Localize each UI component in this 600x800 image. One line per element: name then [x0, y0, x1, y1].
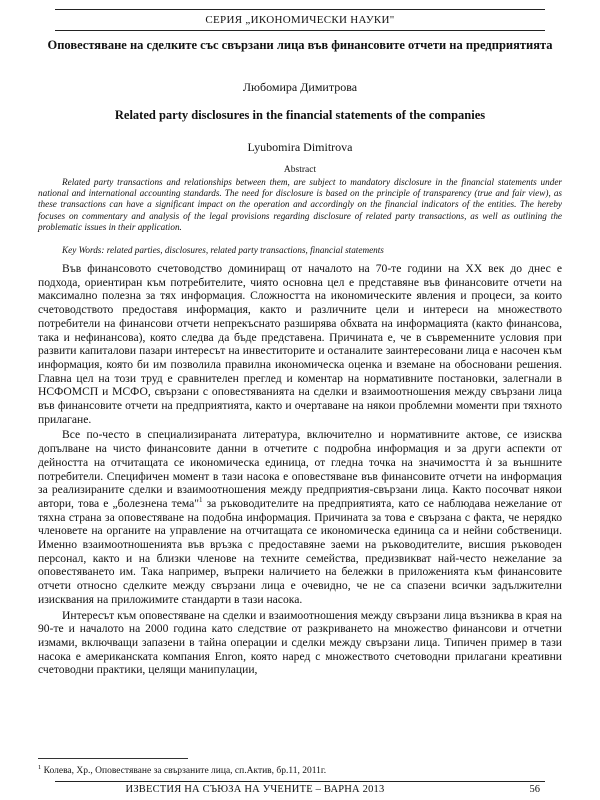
author-name-bulgarian: Любомира Димитрова — [242, 80, 358, 94]
footnote-reference[interactable]: 1 — [199, 496, 203, 505]
body-paragraph-3: Интересът към оповестяване на сделки и взаимоотношения между свързани лица възниква в края на 90-те и началото на 2000 година като следствие от разкриването на множество финансови и отчетни измами, включващи запазени в тайна операции и сделки между свързани лица. Типичен пример в тази насока е американската компания Enron, която наред с множеството счетоводни прилагани креативни счетоводни практики, целящи манипулации, — [38, 608, 562, 677]
author-name-english: Lyubomira Dimitrova — [247, 140, 353, 154]
body-paragraph-2-part-a: Все по-често в специализираната литература, включително и нормативните актове, се изисква допълване на чисто финансовите данни в отчетите с подробна информация и за други аспекти от дейността на отчитащата се икономическа единица, от гледна точка на значимостта ѝ за външните потребители. Специфичен момент в тази насока е оповестяване във финансовите отчети на информация за реализираните сделки и взаимоотношения между предприятия-свързани лица. Както посочват някои автори, това е „болезнена тема" — [38, 428, 562, 510]
footnote-number: 1 — [38, 764, 42, 771]
body-paragraph-2 — [38, 428, 562, 606]
footnote — [38, 762, 562, 777]
footnote-text: Колева, Хр., Оповестяване за свързаните лица, сп.Актив, бр.11, 2011г. — [41, 766, 327, 777]
page-number: 56 — [529, 784, 540, 795]
body-paragraph-2-part-b: за ръководителите на предприятията, като се наблюдава нежелание от тяхна страна за оповестяване на подобна информация. Причината за това е свързана с факта, че нерядко членовете на органите на управление на отчитащата се икономическа единица са и нейни собственици. Именно взаимоотношенията във връзка с предоставяне заеми на ръководителите, висшия ръководен персонал, както и на близки членове на техните семейства, предизвикват най-често нежелание за оповестяването им. Така например, въпреки наличието на бележки в приложенията към финансовите отчети относно сделките между свързани лица е очевидно, че не са спазени всички задължителни изисквания на приложимите стандарти в тази насока. — [38, 496, 562, 606]
footer-divider — [55, 781, 545, 782]
footnote-divider — [38, 758, 188, 759]
series-header: СЕРИЯ „ИКОНОМИЧЕСКИ НАУКИ" — [55, 9, 545, 31]
footer-journal-name: ИЗВЕСТИЯ НА СЪЮЗА НА УЧЕНИТЕ – ВАРНА 2013 — [125, 784, 385, 795]
abstract-text: Related party transactions and relationships between them, are subject to mandatory disclosure in the financial statements under national and international accounting standards. The need for disclosure is based on the principle of transparency (true and fair view), as these transactions can have a significant impact on the operation and accordingly on the financial indicators of the entities. The hereby focuses on commentary and analysis of the legal provisions regarding disclosure of related party transactions, as well as outlining the problematic issues in their application. — [38, 177, 562, 232]
article-title-english: Related party disclosures in the financial statements of the companies — [114, 108, 486, 122]
body-paragraph-1: Във финансовото счетоводство доминиращ от началото на 70-те години на ХХ век до днес е подхода, ориентиран към потребителите, чиято основна цел е представяне във финансовите отчети на максимално полезна за тях информация. Сложността на икономическите явления и процеси, за които счетоводството предоставя информация, както и различните цели и интереси на множеството потребители на финансови отчети непрекъснато разширява обхвата на информацията (както финансова, така и нефинансова), която следва да бъде представена. Причината е, че в съвременните условия при развити капиталови пазари интересът на инвеститорите и останалите заинтересовани лица е насочен към информация, която би им позволила правилна икономическа оценка и вземане на обосновани решения. Главна цел на този труд е сравнителен преглед и коментар на нормативните постановки, залегнали в НСФОМСП и МСФО, свързани с оповестяванията на сделки и взаимоотношения между свързани лица във финансовите отчети на предприятията, както и очертаване на някои проблемни моменти при тяхното прилагане. — [38, 262, 562, 426]
abstract-heading: Abstract — [283, 165, 317, 175]
keywords: Key Words: related parties, disclosures, related party transactions, financial statements — [62, 245, 384, 255]
article-title-bulgarian: Оповестяване на сделките със свързани лица във финансовите отчети на предприятията — [47, 38, 553, 52]
article-body — [38, 262, 562, 679]
